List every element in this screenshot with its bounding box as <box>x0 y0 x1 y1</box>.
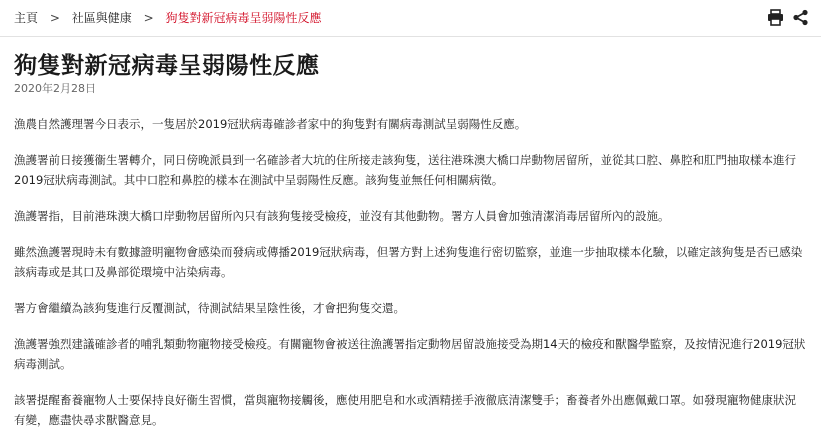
article-paragraph: 漁護署強烈建議確診者的哺乳類動物寵物接受檢疫。有關寵物會被送往漁護署指定動物居留設施接受為期14天的檢疫和獸醫學監察，及按情況進行2019冠狀病毒測試。 <box>14 337 806 371</box>
article <box>0 51 821 430</box>
print-icon[interactable] <box>767 9 784 26</box>
article-paragraph: 該署提醒畜養寵物人士要保持良好衞生習慣，當與寵物接觸後，應使用肥皂和水或酒精搓手液徹底清潔雙手；畜養者外出應佩戴口罩。如發現寵物健康狀況有變，應盡快尋求獸醫意見。 <box>14 393 796 427</box>
article-paragraph: 漁農自然護理署今日表示，一隻居於2019冠狀病毒確診者家中的狗隻對有關病毒測試呈弱陽性反應。 <box>14 117 527 131</box>
article-paragraph: 雖然漁護署現時未有數據證明寵物會感染而發病或傳播2019冠狀病毒，但署方對上述狗隻進行密切監察，並進一步抽取樣本化驗，以確定該狗隻是否已感染該病毒或是其口及鼻部從環境中沾染病毒。 <box>14 245 803 279</box>
article-title: 狗隻對新冠病毒呈弱陽性反應 <box>14 53 320 79</box>
breadcrumb-separator: > <box>143 11 154 25</box>
article-paragraph: 漁護署前日接獲衞生署轉介，同日傍晚派員到一名確診者大坑的住所接走該狗隻，送往港珠澳大橋口岸動物居留所，並從其口腔、鼻腔和肛門抽取樣本進行2019冠狀病毒測試。其中口腔和鼻腔的樣本在測試中呈弱陽性反應。該狗隻並無任何相關病徵。 <box>14 153 796 187</box>
breadcrumb-section-link[interactable]: 社區與健康 <box>71 11 132 25</box>
breadcrumb-home-link[interactable]: 主頁 <box>14 11 39 25</box>
share-icon[interactable] <box>792 9 809 26</box>
article-paragraph: 署方會繼續為該狗隻進行反覆測試，待測試結果呈陰性後，才會把狗隻交還。 <box>14 301 405 315</box>
breadcrumb-separator: > <box>49 11 60 25</box>
article-tools <box>767 9 809 26</box>
top-bar <box>0 0 821 37</box>
breadcrumb-current: 狗隻對新冠病毒呈弱陽性反應 <box>165 11 322 25</box>
article-paragraph: 漁護署指，目前港珠澳大橋口岸動物居留所內只有該狗隻接受檢疫，並沒有其他動物。署方人員會加強清潔消毒居留所內的設施。 <box>14 209 670 223</box>
article-date: 2020年2月28日 <box>14 82 96 95</box>
breadcrumb <box>14 10 321 26</box>
